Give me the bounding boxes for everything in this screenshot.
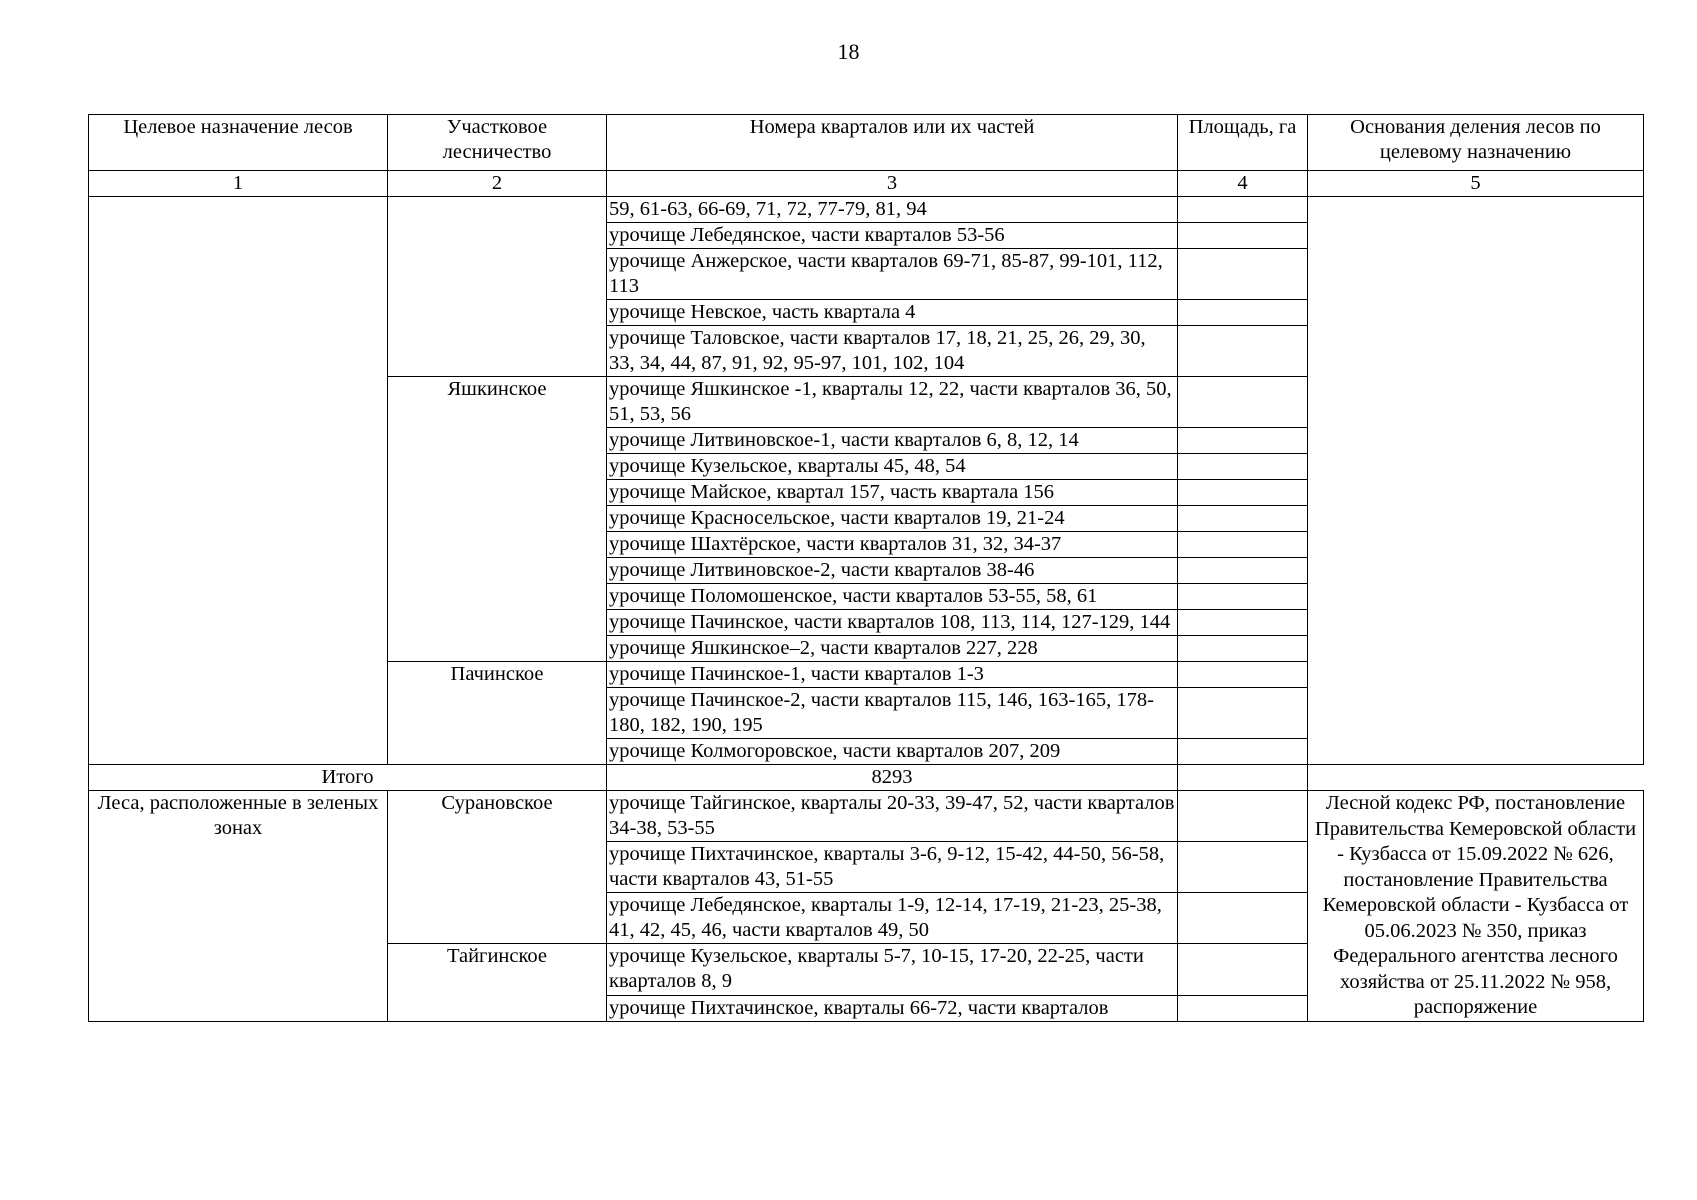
quarters-cell: урочище Литвиновское-2, части кварталов 38-46 — [607, 558, 1178, 584]
area-cell — [1178, 249, 1308, 300]
quarters-cell: урочище Тайгинское, кварталы 20-33, 39-47, 52, части кварталов 34-38, 53-55 — [607, 791, 1178, 842]
area-cell — [1178, 428, 1308, 454]
header-number: 3 — [607, 171, 1178, 197]
quarters-cell: урочище Яшкинское -1, кварталы 12, 22, части кварталов 36, 50, 51, 53, 56 — [607, 377, 1178, 428]
total-label: Итого — [89, 765, 607, 791]
area-cell — [1178, 610, 1308, 636]
area-cell — [1178, 197, 1308, 223]
page-number: 18 — [837, 39, 860, 64]
header-number: 5 — [1308, 171, 1644, 197]
quarters-cell: урочище Литвиновское-1, части кварталов 6, 8, 12, 14 — [607, 428, 1178, 454]
area-cell — [1178, 558, 1308, 584]
area-cell — [1178, 739, 1308, 765]
quarters-cell: урочище Пачинское-1, части кварталов 1-3 — [607, 662, 1178, 688]
quarters-cell: урочище Пачинское, части кварталов 108, 113, 114, 127-129, 144 — [607, 610, 1178, 636]
header-forestry: Участковое лесничество — [388, 115, 607, 171]
area-cell — [1178, 532, 1308, 558]
quarters-cell: урочище Невское, часть квартала 4 — [607, 300, 1178, 326]
quarters-cell: урочище Пихтачинское, кварталы 66-72, части кварталов — [607, 995, 1178, 1021]
total-row — [89, 765, 1644, 791]
header-area: Площадь, га — [1178, 115, 1308, 171]
quarters-cell: урочище Поломошенское, части кварталов 53-55, 58, 61 — [607, 584, 1178, 610]
area-cell — [1178, 506, 1308, 532]
header-number: 1 — [89, 171, 388, 197]
purpose-cell — [89, 197, 388, 765]
area-cell — [1178, 791, 1308, 842]
quarters-cell: урочище Лебедянское, части кварталов 53-56 — [607, 223, 1178, 249]
area-cell — [1178, 584, 1308, 610]
forestry-cell: Сурановское — [388, 791, 607, 944]
forestry-cell: Яшкинское — [388, 377, 607, 662]
header-number-row — [89, 171, 1644, 197]
area-cell — [1178, 454, 1308, 480]
area-cell — [1178, 662, 1308, 688]
quarters-cell: урочище Яшкинское–2, части кварталов 227, 228 — [607, 636, 1178, 662]
table-row — [89, 197, 1644, 223]
basis-cell — [1308, 197, 1644, 765]
quarters-cell: урочище Шахтёрское, части кварталов 31, 32, 34-37 — [607, 532, 1178, 558]
area-cell — [1178, 842, 1308, 893]
header-purpose: Целевое назначение лесов — [89, 115, 388, 171]
table-row — [89, 791, 1644, 842]
forest-purpose-table — [88, 114, 1644, 1022]
quarters-cell: урочище Таловское, части кварталов 17, 18, 21, 25, 26, 29, 30, 33, 34, 44, 87, 91, 92, 95-97, 101, 102, 104 — [607, 326, 1178, 377]
quarters-cell: урочище Колмогоровское, части кварталов 207, 209 — [607, 739, 1178, 765]
quarters-cell: урочище Майское, квартал 157, часть квартала 156 — [607, 480, 1178, 506]
area-cell — [1178, 223, 1308, 249]
area-cell — [1178, 944, 1308, 996]
purpose-cell: Леса, расположенные в зеленых зонах — [89, 791, 388, 1022]
area-cell — [1178, 893, 1308, 944]
header-number: 4 — [1178, 171, 1308, 197]
quarters-cell: урочище Лебедянское, кварталы 1-9, 12-14, 17-19, 21-23, 25-38, 41, 42, 45, 46, части кварталов 49, 50 — [607, 893, 1178, 944]
basis-cell: Лесной кодекс РФ, постановление Правительства Кемеровской области - Кузбасса от 15.09.2022 № 626, постановление Правительства Кемеровской области - Кузбасса от 05.06.2023 № 350, приказ Федерального агентства лесного хозяйства от 25.11.2022 № 958, распоряжение — [1308, 791, 1644, 1022]
quarters-cell: урочище Красносельское, части кварталов 19, 21-24 — [607, 506, 1178, 532]
forestry-cell: Пачинское — [388, 662, 607, 765]
quarters-cell: урочище Кузельское, кварталы 5-7, 10-15, 17-20, 22-25, части кварталов 8, 9 — [607, 944, 1178, 996]
header-number: 2 — [388, 171, 607, 197]
area-cell — [1178, 326, 1308, 377]
header-quarters: Номера кварталов или их частей — [607, 115, 1178, 171]
area-cell — [1178, 636, 1308, 662]
forestry-cell: Тайгинское — [388, 944, 607, 1022]
area-cell — [1178, 300, 1308, 326]
total-basis-cell — [1178, 765, 1308, 791]
forestry-cell — [388, 197, 607, 377]
quarters-cell: 59, 61-63, 66-69, 71, 72, 77-79, 81, 94 — [607, 197, 1178, 223]
quarters-cell: урочище Анжерское, части кварталов 69-71, 85-87, 99-101, 112, 113 — [607, 249, 1178, 300]
quarters-cell: урочище Кузельское, кварталы 45, 48, 54 — [607, 454, 1178, 480]
quarters-cell: урочище Пихтачинское, кварталы 3-6, 9-12, 15-42, 44-50, 56-58, части кварталов 43, 51-55 — [607, 842, 1178, 893]
header-row — [89, 115, 1644, 171]
area-cell — [1178, 480, 1308, 506]
area-cell — [1178, 688, 1308, 739]
area-cell — [1178, 995, 1308, 1021]
total-area: 8293 — [607, 765, 1178, 791]
quarters-cell: урочище Пачинское-2, части кварталов 115, 146, 163-165, 178-180, 182, 190, 195 — [607, 688, 1178, 739]
area-cell — [1178, 377, 1308, 428]
header-basis: Основания деления лесов по целевому назначению — [1308, 115, 1644, 171]
